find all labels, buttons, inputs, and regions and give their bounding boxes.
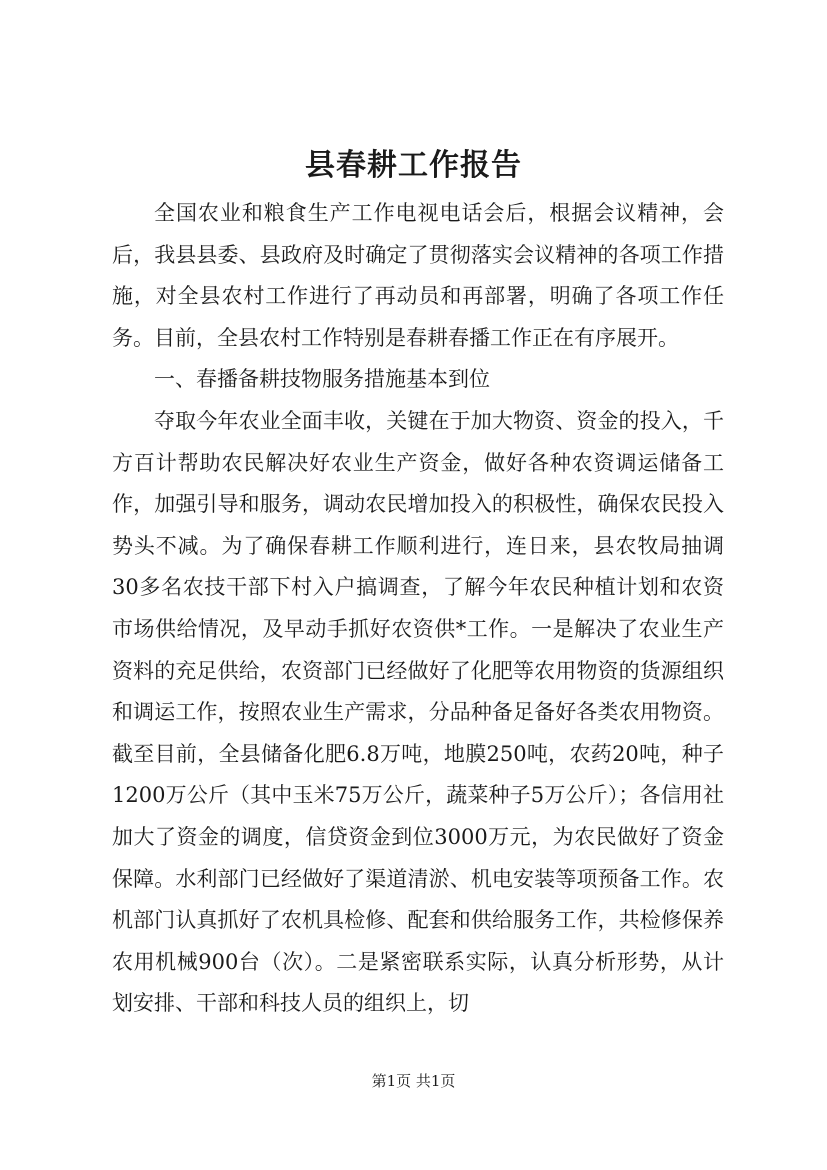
- document-title: 县春耕工作报告: [305, 148, 522, 183]
- document-body: [112, 193, 724, 1025]
- page-footer: 第1页 共1页: [371, 1072, 456, 1090]
- paragraph-body-1: 夺取今年农业全面丰收，关键在于加大物资、资金的投入，千方百计帮助农民解决好农业生产资金，做好各种农资调运储备工作，加强引导和服务，调动农民增加投入的积极性，确保农民投入势头不减。为了确保春耕工作顺利进行，连日来，县农牧局抽调30多名农技干部下村入户搞调查，了解今年农民种植计划和农资市场供给情况，及早动手抓好农资供*工作。一是解决了农业生产资料的充足供给，农资部门已经做好了化肥等农用物资的货源组织和调运工作，按照农业生产需求，分品种备足备好各类农用物资。截至目前，全县储备化肥6.8万吨，地膜250吨，农药20吨，种子1200万公斤（其中玉米75万公斤，蔬菜种子5万公斤）；各信用社加大了资金的调度，信贷资金到位3000万元，为农民做好了资金保障。水利部门已经做好了渠道清淤、机电安装等项预备工作。农机部门认真抓好了农机具检修、配套和供给服务工作，共检修保养农用机械900台（次）。二是紧密联系实际，认真分析形势，从计划安排、干部和科技人员的组织上，切: [112, 408, 724, 1016]
- paragraph-intro: 全国农业和粮食生产工作电视电话会后，根据会议精神，会后，我县县委、县政府及时确定了贯彻落实会议精神的各项工作措施，对全县农村工作进行了再动员和再部署，明确了各项工作任务。目前，全县农村工作特别是春耕春播工作正在有序展开。: [112, 201, 724, 350]
- paragraph-heading-1: 一、春播备耕技物服务措施基本到位: [154, 367, 490, 392]
